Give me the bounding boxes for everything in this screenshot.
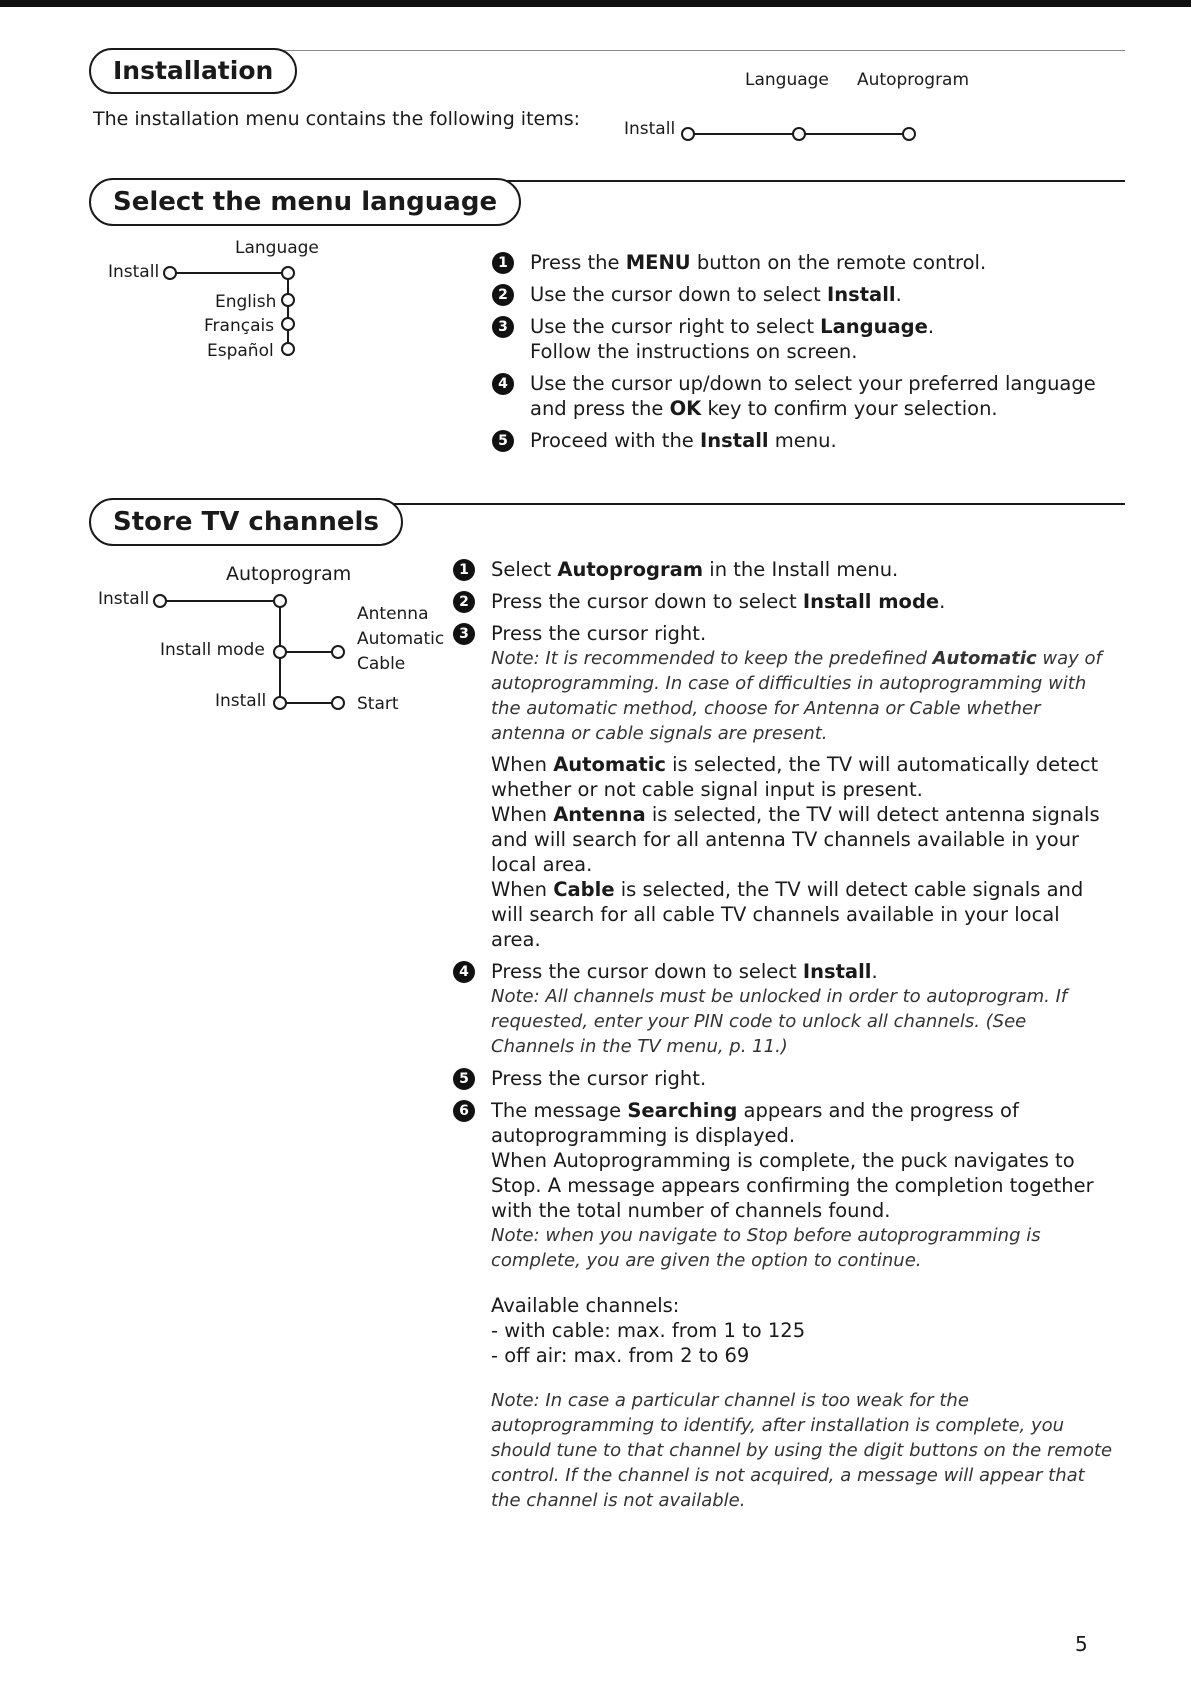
step-text: . [895, 283, 902, 306]
language-menu-lines [160, 260, 300, 360]
mode-option-cable: Cable [357, 654, 406, 674]
installation-menu-line [680, 124, 920, 144]
step-item-install: Install [826, 283, 896, 306]
language-step-2 [492, 282, 1112, 307]
mode-option-automatic: Automatic [357, 629, 445, 649]
step-text: Press the [530, 251, 626, 274]
para-item-cable: Cable [553, 878, 615, 901]
completion-paragraph: When Autoprogramming is complete, the puck navigates to Stop. A message appears confirming the completion together with the total number of channels found. [491, 1149, 1094, 1222]
language-option-espanol: Español [207, 341, 274, 361]
step-number-badge: 3 [492, 316, 514, 338]
step-item-install-mode: Install mode [802, 590, 940, 613]
step-text: button on the remote control. [690, 251, 987, 274]
note-item-automatic: Automatic [932, 648, 1037, 669]
mode-option-antenna: Antenna [357, 604, 429, 624]
language-step-3 [492, 314, 1112, 364]
language-option-francais: Français [204, 316, 275, 336]
para-text: When [491, 803, 554, 826]
section-rule-installation [270, 50, 1125, 51]
store-step-5 [453, 1066, 1113, 1091]
cable-paragraph [491, 877, 1113, 952]
step-text: Proceed with the [530, 429, 700, 452]
diagram-install-label: Install [624, 119, 676, 139]
step-number-badge: 6 [453, 1100, 475, 1122]
step-text: . [939, 590, 946, 613]
step-number-badge: 1 [492, 252, 514, 274]
installation-heading: Installation [89, 48, 297, 94]
step-item-install: Install [802, 960, 872, 983]
step-item-searching: Searching [627, 1099, 738, 1122]
step-item-language: Language [820, 315, 928, 338]
automatic-paragraph [491, 752, 1113, 802]
installation-intro: The installation menu contains the following items: [93, 108, 581, 130]
autoprogram-diagram-install: Install [98, 589, 150, 609]
menu-node-language [793, 128, 805, 140]
step-text: menu. [768, 429, 837, 452]
para-text: When [491, 753, 554, 776]
available-channels-title: Available channels: [491, 1294, 680, 1317]
para-text: When [491, 878, 554, 901]
store-step-2 [453, 589, 1113, 614]
top-border [0, 0, 1191, 7]
para-item-antenna: Antenna [553, 803, 646, 826]
step-text: Press the cursor down to select [491, 960, 803, 983]
step-text: in the Install menu. [703, 558, 899, 581]
store-step-3 [453, 621, 1113, 952]
step-text: Press the cursor right. [491, 1067, 707, 1090]
para-text: is selected, the TV will detect cable signals and will search for all cable TV channels available in your local area. [491, 878, 1084, 951]
step-number-badge: 3 [453, 623, 475, 645]
step-text: key to confirm your selection. [701, 397, 998, 420]
para-text: is selected, the TV will detect antenna signals and will search for all antenna TV channels available in your local area. [491, 803, 1100, 876]
step-text: The message [491, 1099, 628, 1122]
step-number-badge: 2 [453, 591, 475, 613]
step-text: Press the cursor down to select [491, 590, 803, 613]
step-number-badge: 4 [492, 373, 514, 395]
page-number: 5 [1075, 1632, 1088, 1656]
para-item-automatic: Automatic [553, 753, 666, 776]
antenna-paragraph [491, 802, 1113, 877]
step-key-ok: OK [669, 397, 702, 420]
autoprogram-menu-lines [150, 588, 350, 718]
step-number-badge: 5 [492, 430, 514, 452]
note-text: Note: It is recommended to keep the predefined [491, 648, 933, 669]
step-text: Use the cursor up/down to select your preferred language and press the [530, 372, 1096, 420]
language-steps [492, 250, 1112, 460]
language-step-4 [492, 371, 1112, 421]
language-diagram-install: Install [108, 262, 160, 282]
step-text: Select [491, 558, 558, 581]
available-channels-air: - off air: max. from 2 to 69 [491, 1344, 750, 1367]
store-heading: Store TV channels [89, 498, 403, 546]
note-text: way of autoprogramming. In case of difficulties in autoprogramming with the automatic method, choose for Antenna or Cable whether antenna or cable signals are present. [491, 648, 1102, 744]
step-text: Use the cursor right to select [530, 315, 821, 338]
step-number-badge: 5 [453, 1068, 475, 1090]
start-option: Start [357, 694, 399, 714]
language-step-5 [492, 428, 1112, 453]
language-diagram-header: Language [235, 238, 319, 258]
menu-node-autoprogram [903, 128, 915, 140]
step-key-menu: MENU [625, 251, 691, 274]
step-3-note [491, 646, 1113, 746]
store-step-4 [453, 959, 1113, 1059]
step-number-badge: 1 [453, 559, 475, 581]
para-text: is selected, the TV will automatically detect whether or not cable signal input is present. [491, 753, 1099, 801]
step-6-note: Note: when you navigate to Stop before autoprogramming is complete, you are given the option to continue. [491, 1225, 1041, 1271]
step-item-autoprogram: Autoprogram [557, 558, 704, 581]
store-step-6 [453, 1098, 1113, 1273]
available-channels-cable: - with cable: max. from 1 to 125 [491, 1319, 806, 1342]
step-text: . [871, 960, 878, 983]
final-note: Note: In case a particular channel is too weak for the autoprogramming to identify, after installation is complete, you should tune to that channel by using the digit buttons on the remote control. If the channel is not acquired, a message will appear that the channel is not available. [491, 1390, 1113, 1511]
language-step-1 [492, 250, 1112, 275]
language-option-english: English [215, 292, 277, 312]
step-number-badge: 4 [453, 961, 475, 983]
step-text: Follow the instructions on screen. [530, 340, 858, 363]
step-item-install: Install [700, 429, 769, 452]
step-number-badge: 2 [492, 284, 514, 306]
step-text: Press the cursor right. [491, 622, 707, 645]
step-text: . [927, 315, 935, 338]
diagram-autoprogram-label: Autoprogram [857, 70, 970, 90]
section-rule-language [480, 180, 1125, 182]
language-heading: Select the menu language [89, 178, 521, 226]
diagram-language-label: Language [745, 70, 829, 90]
store-steps [453, 557, 1113, 1520]
step-text: Use the cursor down to select [530, 283, 827, 306]
autoprogram-diagram-header: Autoprogram [226, 563, 352, 585]
store-step-1 [453, 557, 1113, 582]
autoprogram-diagram-install-mode: Install mode [160, 640, 265, 660]
available-channels [453, 1293, 1113, 1368]
step-text: appears and the progress of autoprogramming is displayed. [491, 1099, 1019, 1147]
section-rule-store [385, 503, 1125, 505]
menu-node-install [682, 128, 694, 140]
step-4-note: Note: All channels must be unlocked in order to autoprogram. If requested, enter your PIN code to unlock all channels. (See Channels in the TV menu, p. 11.) [491, 986, 1068, 1057]
autoprogram-diagram-install-2: Install [215, 691, 267, 711]
